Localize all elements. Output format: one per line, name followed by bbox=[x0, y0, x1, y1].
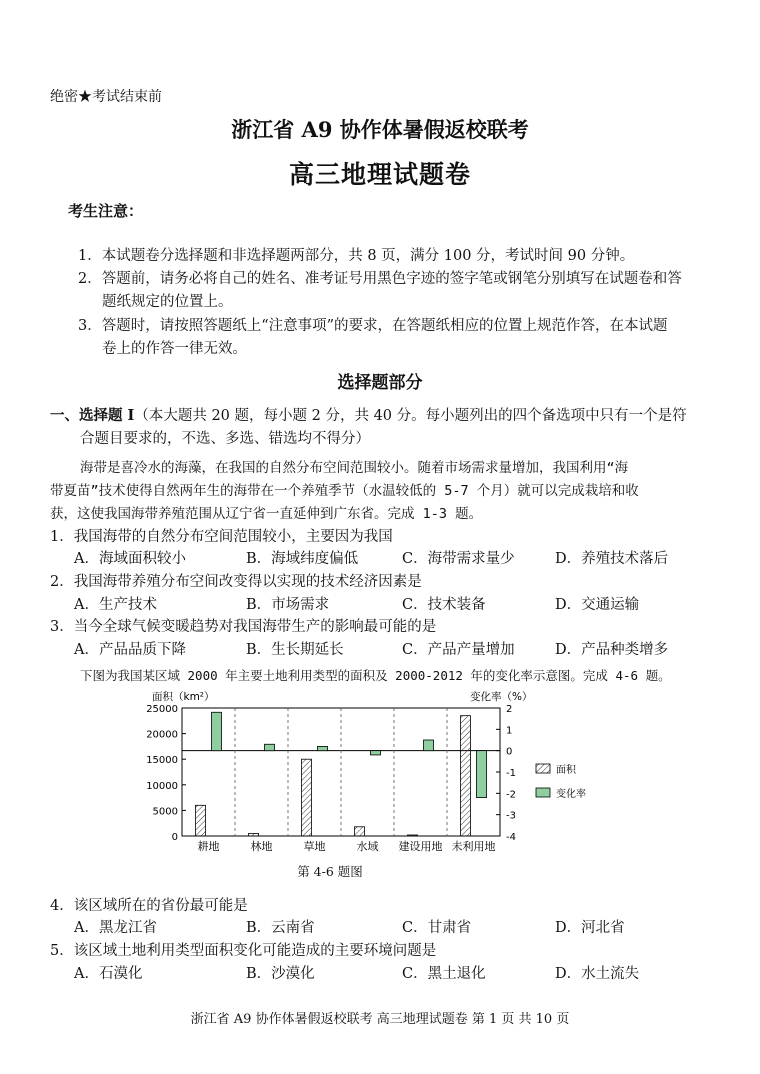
q3-option-b: B．生长期延长 bbox=[246, 642, 344, 658]
q3-option-d: D．产品种类增多 bbox=[555, 642, 669, 658]
q4-option-a: A．黑龙江省 bbox=[74, 920, 157, 936]
notice-item-3-cont: 卷上的作答一律无效。 bbox=[102, 341, 247, 357]
q5-option-a: A．石漠化 bbox=[74, 966, 143, 982]
exam-title: 浙江省 A9 协作体暑假返校联考 bbox=[231, 117, 529, 142]
right-tick-label: 1 bbox=[506, 725, 513, 737]
left-axis-label: 面积（km²） bbox=[152, 691, 215, 703]
question-2: 2．我国海带养殖分布空间改变得以实现的技术经济因素是 bbox=[50, 574, 422, 590]
area-bar bbox=[196, 805, 206, 836]
section-heading-cont: 合题目要求的，不选、多选、错选均不得分） bbox=[80, 431, 370, 447]
passage1-line1: 海带是喜冷水的海藻，在我国的自然分布空间范围较小。随着市场需求量增加，我国利用“海 bbox=[80, 460, 629, 476]
chart-caption: 第 4-6 题图 bbox=[297, 864, 363, 879]
right-tick-label: 2 bbox=[506, 704, 513, 715]
q5-option-c: C．黑土退化 bbox=[402, 966, 486, 982]
area-bar bbox=[249, 833, 259, 836]
left-tick-label: 0 bbox=[171, 832, 178, 843]
question-1: 1．我国海带的自然分布空间范围较小，主要因为我国 bbox=[50, 529, 393, 545]
section-heading: 一、选择题 Ⅰ（本大题共 20 题，每小题 2 分，共 40 分。每小题列出的四个备选项中只有一个是符 bbox=[50, 407, 687, 424]
notice-item-2-cont: 题纸规定的位置上。 bbox=[102, 294, 233, 310]
confidential-label: 绝密★考试结束前 bbox=[50, 89, 162, 105]
q4-option-d: D．河北省 bbox=[555, 920, 625, 936]
q4-option-b: B．云南省 bbox=[246, 920, 315, 936]
left-tick-label: 5000 bbox=[152, 806, 178, 818]
q2-option-c: C．技术装备 bbox=[402, 597, 486, 613]
paper-title: 高三地理试题卷 bbox=[288, 160, 471, 189]
notice-item-1: 1．本试题卷分选择题和非选择题两部分，共 8 页，满分 100 分，考试时间 90 分钟。 bbox=[78, 248, 635, 264]
q1-option-a: A．海域面积较小 bbox=[74, 551, 186, 567]
section-heading-text: （本大题共 20 题，每小题 2 分，共 40 分。每小题列出的四个备选项中只有一个是符 bbox=[134, 408, 687, 424]
question-5: 5．该区域土地利用类型面积变化可能造成的主要环境问题是 bbox=[50, 943, 437, 959]
section-title: 选择题部分 bbox=[337, 373, 423, 393]
left-tick-label: 15000 bbox=[146, 755, 178, 767]
page-footer: 浙江省 A9 协作体暑假返校联考 高三地理试题卷 第 1 页 共 10 页 bbox=[190, 1012, 570, 1027]
passage2: 下图为我国某区域 2000 年主要土地利用类型的面积及 2000-2012 年的变化率示意图。完成 4-6 题。 bbox=[80, 668, 671, 683]
passage1-line3: 获，这使我国海带养殖范围从辽宁省一直延伸到广东省。完成 1-3 题。 bbox=[50, 506, 483, 522]
right-tick-label: 0 bbox=[506, 746, 513, 758]
left-tick-label: 25000 bbox=[146, 704, 178, 715]
area-bar bbox=[302, 759, 312, 836]
right-tick-label: -3 bbox=[506, 810, 516, 822]
q3-option-c: C．产品产量增加 bbox=[402, 642, 515, 658]
category-label: 草地 bbox=[303, 840, 326, 853]
legend-label-area: 面积 bbox=[556, 765, 576, 776]
category-label: 建设用地 bbox=[398, 840, 443, 853]
change-rate-bar bbox=[212, 712, 222, 750]
legend-swatch-area bbox=[536, 764, 550, 773]
change-rate-bar bbox=[424, 740, 434, 751]
q4-option-c: C．甘肃省 bbox=[402, 920, 472, 936]
q5-option-d: D．水土流失 bbox=[555, 966, 640, 982]
land-use-chart bbox=[130, 686, 586, 861]
notice-heading: 考生注意： bbox=[68, 202, 144, 220]
legend-label-rate: 变化率 bbox=[556, 789, 586, 800]
category-label: 未利用地 bbox=[451, 840, 496, 853]
change-rate-bar bbox=[265, 744, 275, 750]
category-label: 林地 bbox=[250, 840, 273, 853]
legend-swatch-rate bbox=[536, 788, 550, 797]
q5-option-b: B．沙漠化 bbox=[246, 966, 315, 982]
category-label: 水域 bbox=[356, 840, 379, 853]
area-bar bbox=[408, 835, 418, 836]
change-rate-bar bbox=[318, 746, 328, 750]
passage1-line2: 带夏苗”技术使得自然两年生的海带在一个养殖季节（水温较低的 5-7 个月）就可以完成栽培和收 bbox=[50, 483, 639, 499]
q2-option-d: D．交通运输 bbox=[555, 597, 640, 613]
q3-option-a: A．产品品质下降 bbox=[74, 642, 186, 658]
q1-option-d: D．养殖技术落后 bbox=[555, 551, 669, 567]
right-axis-label: 变化率（%） bbox=[470, 691, 533, 703]
question-3: 3．当今全球气候变暖趋势对我国海带生产的影响最可能的是 bbox=[50, 619, 437, 635]
left-tick-label: 10000 bbox=[146, 780, 178, 792]
question-4: 4．该区域所在的省份最可能是 bbox=[50, 898, 248, 914]
q1-option-c: C．海带需求量少 bbox=[402, 551, 515, 567]
q2-option-b: B．市场需求 bbox=[246, 597, 330, 613]
q1-option-b: B．海域纬度偏低 bbox=[246, 551, 359, 567]
notice-item-3: 3．答题时，请按照答题纸上“注意事项”的要求，在答题纸相应的位置上规范作答，在本试题 bbox=[78, 318, 668, 334]
q2-option-a: A．生产技术 bbox=[74, 597, 157, 613]
notice-item-2: 2．答题前，请务必将自己的姓名、准考证号用黑色字迹的签字笔或钢笔分别填写在试题卷和答 bbox=[78, 271, 682, 287]
change-rate-bar bbox=[477, 751, 487, 798]
right-tick-label: -2 bbox=[506, 789, 516, 801]
area-bar bbox=[355, 827, 365, 836]
left-tick-label: 20000 bbox=[146, 729, 178, 741]
right-tick-label: -4 bbox=[506, 832, 516, 843]
category-label: 耕地 bbox=[197, 840, 220, 853]
change-rate-bar bbox=[371, 751, 381, 755]
area-bar bbox=[461, 716, 471, 836]
right-tick-label: -1 bbox=[506, 768, 516, 779]
